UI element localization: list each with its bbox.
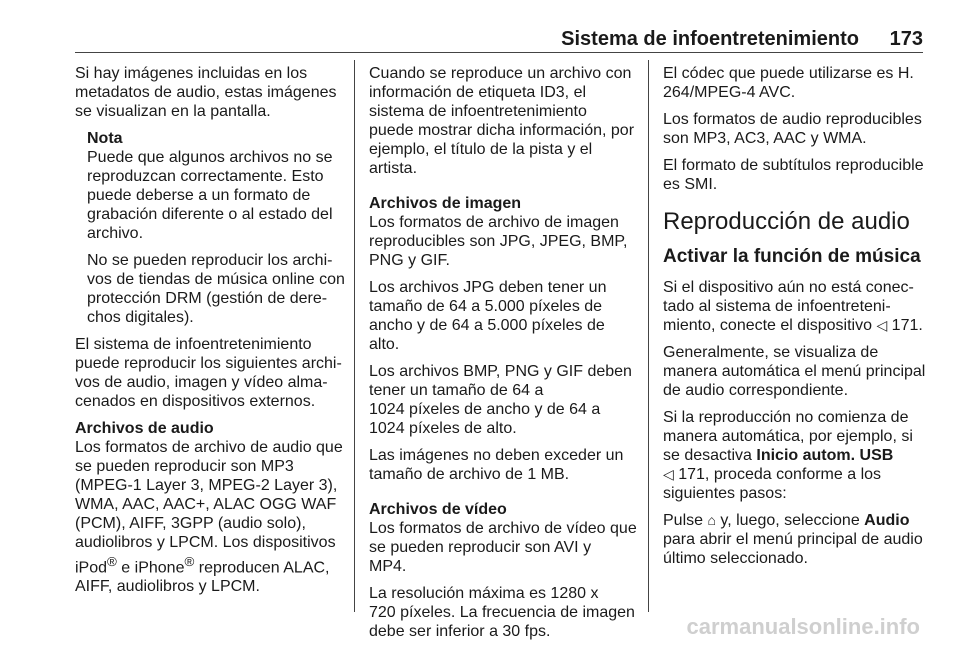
paragraph: Los formatos de archivo de imagen reproducibles son JPG, JPEG, BMP, PNG y GIF. [369, 214, 628, 269]
video-files-heading: Archivos de vídeo [369, 501, 507, 518]
paragraph: Si la reproducción no comienza de manera automática, por ejemplo, si se desactiva Inicio autom. USB ◁ 171, proceda conforme a los siguientes pasos: [663, 409, 913, 502]
page-number: 173 [889, 28, 923, 50]
menu-option-label: Audio [864, 512, 910, 529]
note-paragraph: No se pueden reproducir los archi- vos de tiendas de música online con protección DRM (gestión de dere- chos digitales). [87, 252, 345, 326]
paragraph: La resolución máxima es 1280 x 720 píxeles. La frecuencia de imagen debe ser inferior a 30 fps. [369, 585, 635, 640]
paragraph: Las imágenes no deben exceder un tamaño de archivo de 1 MB. [369, 447, 624, 483]
column-3 [663, 64, 931, 576]
paragraph: Si el dispositivo aún no está conec- tado al sistema de infoentreteni- miento, conecte el dispositivo ◁ 171. [663, 279, 923, 334]
header-divider [75, 52, 923, 53]
subsection-heading: Activar la función de música [663, 246, 921, 267]
page-reference-arrow-icon: ◁ [663, 466, 674, 482]
menu-option-label: Inicio autom. USB [756, 447, 894, 464]
audio-files-heading: Archivos de audio [75, 420, 214, 437]
paragraph: Cuando se reproduce un archivo con información de etiqueta ID3, el sistema de infoentretenimiento puede mostrar dicha información, por ejemplo, el título de la pista y el artista. [369, 65, 635, 177]
paragraph: Los archivos JPG deben tener un tamaño de 64 a 5.000 píxeles de ancho y de 64 a 5.000 píxeles de alto. [369, 279, 607, 353]
column-1 [75, 64, 345, 604]
section-heading: Reproducción de audio [663, 208, 910, 235]
paragraph: Si hay imágenes incluidas en los metadatos de audio, estas imágenes se visualizan en la pantalla. [75, 65, 337, 120]
audio-files-paragraph: Los formatos de archivo de audio que se pueden reproducir son MP3 (MPEG-1 Layer 3, MPEG-2 Layer 3), WMA, AAC, AAC+, ALAC OGG WAF (PCM), AIFF, 3GPP (audio solo), audiolibros y LPCM. Los dispositivos iPod® e iPhone® reproducen ALAC, AIFF, audiolibros y LPCM. [75, 439, 343, 596]
column-2 [369, 64, 637, 649]
watermark: carmanualsonline.info [686, 614, 920, 639]
paragraph: Los archivos BMP, PNG y GIF deben tener un tamaño de 64 a 1024 píxeles de ancho y de 64 a 1024 píxeles de alto. [369, 363, 632, 437]
column-divider-1 [354, 60, 355, 612]
image-files-heading: Archivos de imagen [369, 195, 522, 212]
home-icon: ⌂ [707, 512, 716, 528]
paragraph: El sistema de infoentretenimiento puede reproducir los siguientes archi- vos de audio, imagen y vídeo alma- cenados en dispositivos externos. [75, 336, 342, 410]
note-box [87, 129, 345, 327]
page-header [75, 28, 923, 52]
column-divider-2 [648, 60, 649, 612]
paragraph: Generalmente, se visualiza de manera automática el menú principal de audio correspondiente. [663, 344, 926, 399]
paragraph: Los formatos de archivo de vídeo que se pueden reproducir son AVI y MP4. [369, 520, 637, 575]
note-title: Nota [87, 130, 123, 147]
page-reference-arrow-icon: ◁ [876, 317, 888, 333]
page-title: Sistema de infoentretenimiento [561, 28, 859, 50]
paragraph: Pulse ⌂ y, luego, seleccione Audio para abrir el menú principal de audio último seleccionado. [663, 512, 923, 567]
paragraph: El códec que puede utilizarse es H. 264/MPEG-4 AVC. [663, 65, 914, 101]
paragraph: El formato de subtítulos reproducible es SMI. [663, 157, 924, 193]
paragraph: Los formatos de audio reproducibles son MP3, AC3, AAC y WMA. [663, 111, 922, 147]
note-paragraph: Puede que algunos archivos no se reproduzcan correctamente. Esto puede deberse a un formato de grabación diferente o al estado del archivo. [87, 149, 333, 242]
